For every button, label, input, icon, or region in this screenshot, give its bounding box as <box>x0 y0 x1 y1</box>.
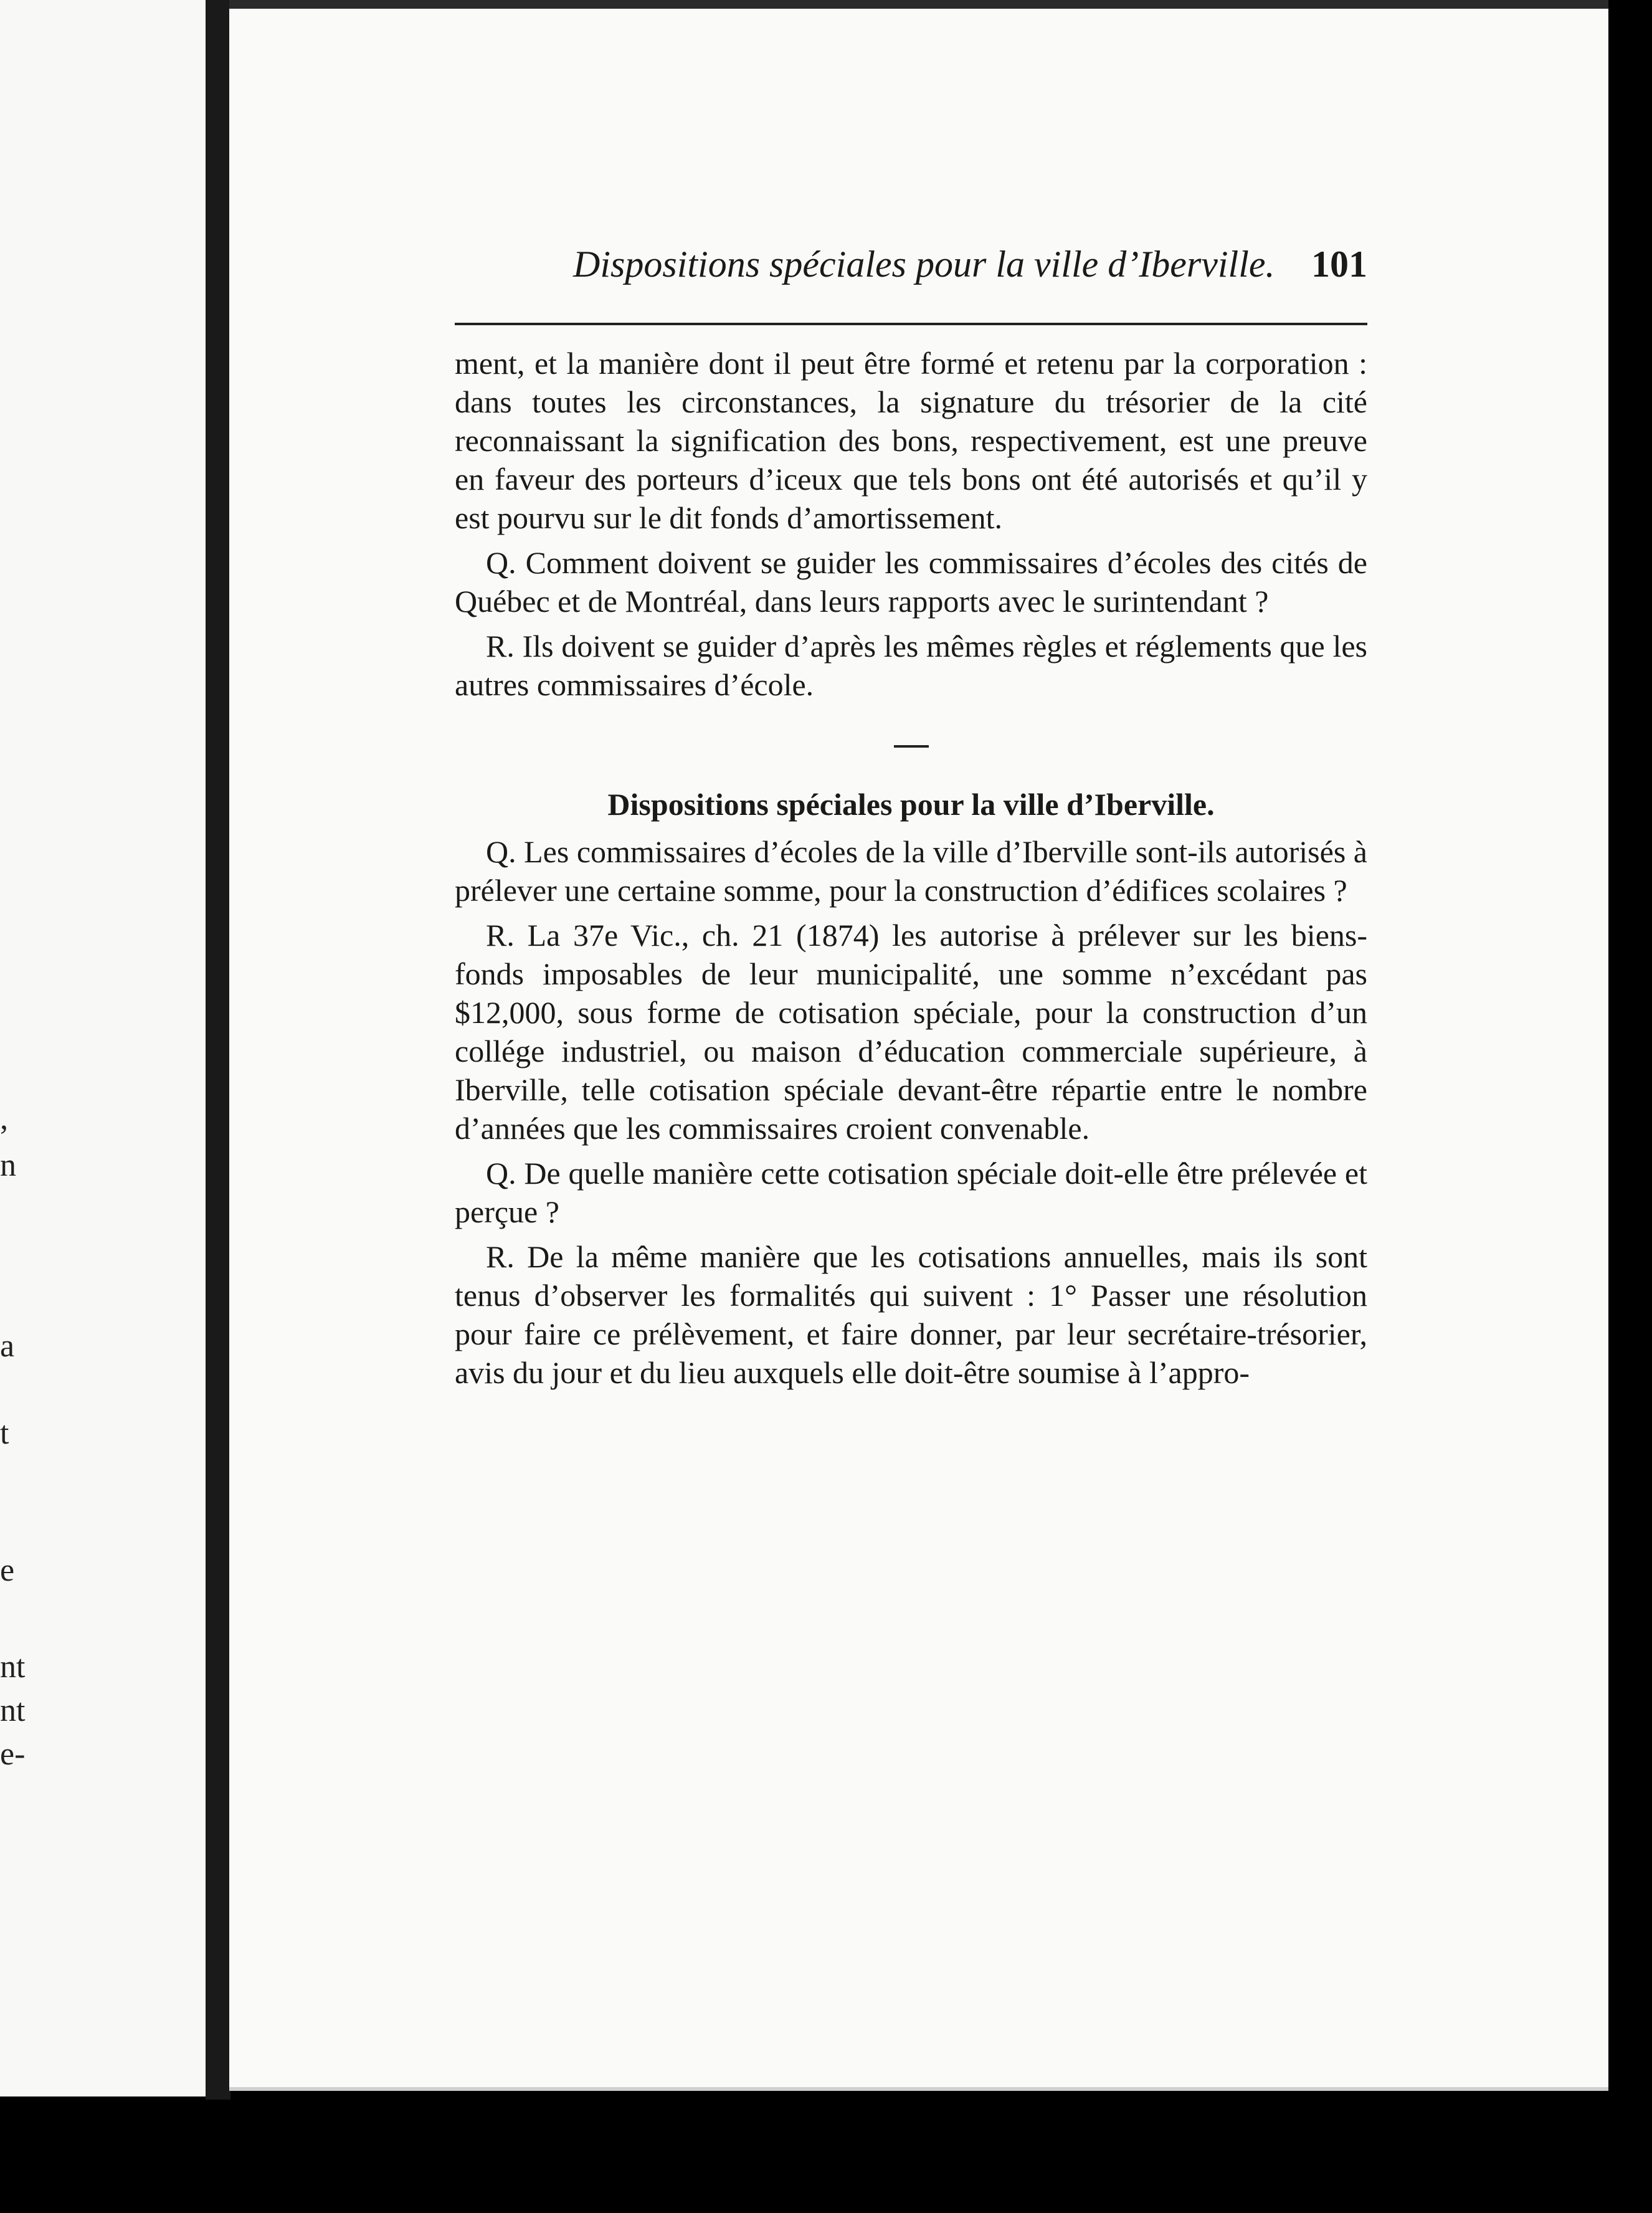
question-3: Q. De quelle manière cette cotisation spéciale doit-elle être prélevée et perçue ? <box>455 1156 1367 1229</box>
page-number: 101 <box>1311 244 1367 285</box>
right-scan-border <box>1608 0 1652 2213</box>
answer-2: R. La 37e Vic., ch. 21 (1874) les autorise à prélever sur les biens-fonds imposables de leur municipalité, une somme n’excédant pas $12,000, sous forme de cotisation spéciale, pour la construction d’un collége industriel, ou maison d’éducation commerciale supérieure, à Iberville, telle cotisation spéciale devant-être répartie entre le nombre d’années que les commissaires croient convenable. <box>455 918 1367 1146</box>
page-top-edge <box>229 0 1608 9</box>
facing-page-edge <box>0 0 215 2096</box>
question-1: Q. Comment doivent se guider les commissaires d’écoles des cités de Québec et de Montréal, dans leurs rapports avec le surintendant ? <box>455 545 1367 619</box>
margin-fragment: e <box>0 1553 15 1588</box>
section-divider <box>894 745 929 748</box>
facing-page-margin-text <box>0 0 26 2096</box>
paragraph-continuation: ment, et la manière dont il peut être formé et retenu par la corporation : dans toutes les circonstances, la signature du trésorier de la cité reconnaissant la signification des bons, respectivement, est une preuve en faveur des porteurs d’iceux que tels bons ont été autorisés et qu’il y est pourvu sur le dit fonds d’amortissement. <box>455 346 1367 535</box>
running-header <box>455 243 1367 293</box>
section-title: Dispositions spéciales pour la ville d’Iberville. <box>607 787 1215 822</box>
margin-fragment: , <box>0 1101 8 1136</box>
page-text-block <box>455 243 1367 1398</box>
running-title: Dispositions spéciales pour la ville d’Iberville. <box>573 244 1275 285</box>
question-2: Q. Les commissaires d’écoles de la ville d’Iberville sont-ils autorisés à prélever une certaine somme, pour la construction d’édifices scolaires ? <box>455 834 1367 908</box>
margin-fragment: n <box>0 1148 16 1183</box>
margin-fragment: t <box>0 1416 9 1451</box>
margin-fragment: nt <box>0 1649 26 1685</box>
answer-3: R. De la même manière que les cotisations annuelles, mais ils sont tenus d’observer les formalités qui suivent : 1° Passer une résolution pour faire ce prélèvement, et faire donner, par leur secrétaire-trésorier, avis du jour et du lieu auxquels elle doit-être soumise à l’appro- <box>455 1239 1367 1390</box>
book-gutter <box>206 0 230 2100</box>
margin-fragment: e- <box>0 1736 26 1772</box>
answer-1: R. Ils doivent se guider d’après les mêmes règles et réglements que les autres commissaires d’école. <box>455 629 1367 702</box>
margin-fragment: a <box>0 1328 15 1364</box>
header-rule <box>455 323 1367 325</box>
margin-fragment: nt <box>0 1693 26 1728</box>
